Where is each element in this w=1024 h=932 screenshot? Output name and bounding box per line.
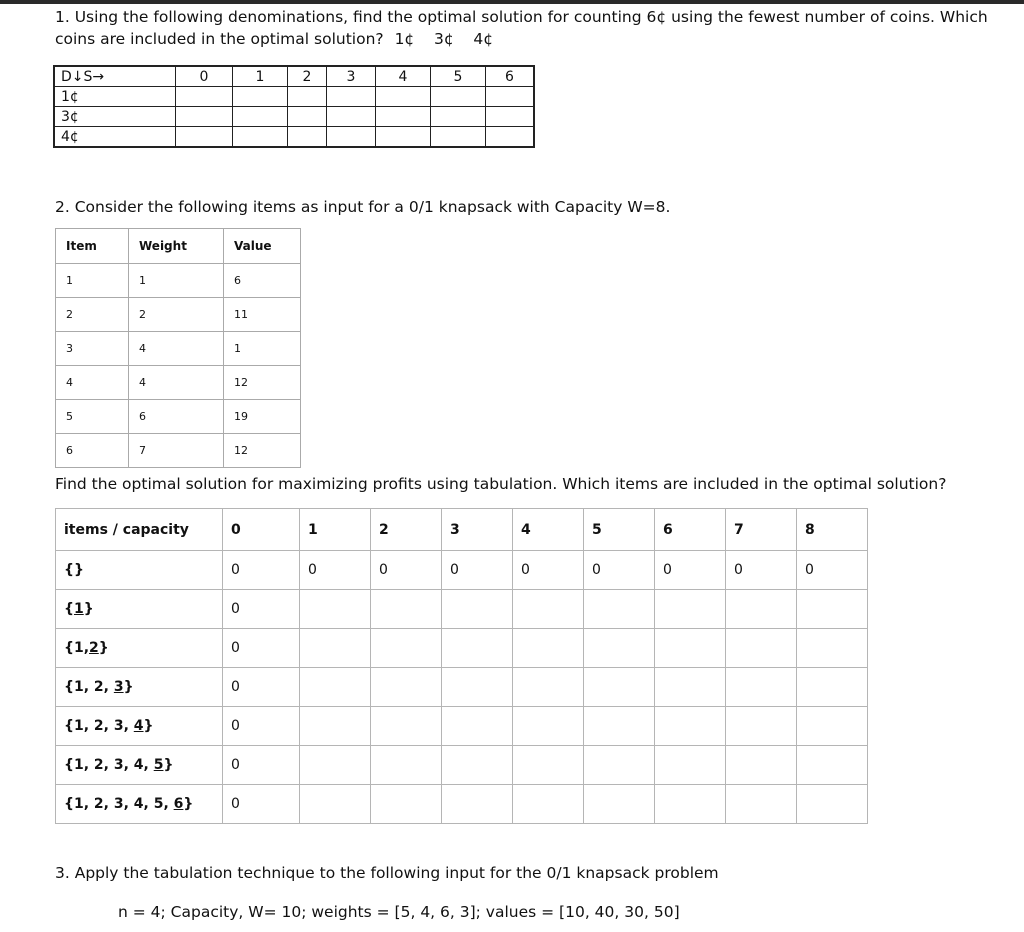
- row-label-suffix: }: [183, 796, 194, 812]
- coin-table-cell: [431, 87, 486, 107]
- knapsack-cell: [300, 707, 371, 746]
- knapsack-row: [56, 551, 868, 590]
- coin-table-cell: [233, 107, 288, 127]
- coin-table-cell: [327, 107, 376, 127]
- coin-table-cell: [431, 127, 486, 148]
- row-label-suffix: }: [98, 640, 109, 656]
- knapsack-row: [56, 785, 868, 824]
- knapsack-cell: [442, 668, 513, 707]
- knapsack-cell: 0: [223, 590, 300, 629]
- knapsack-cell: [513, 590, 584, 629]
- row-label-underlined-item: 2: [89, 640, 99, 656]
- coin-table-row: [54, 127, 534, 148]
- coin-table-cell: [233, 127, 288, 148]
- coin-table-row-label: 3¢: [54, 107, 176, 127]
- knapsack-row-label: [56, 590, 223, 629]
- coin-table-cell: [288, 87, 327, 107]
- coin-table-cell: [176, 107, 233, 127]
- knapsack-cell: [726, 668, 797, 707]
- knapsack-cell: [371, 590, 442, 629]
- knapsack-cell: 0: [223, 668, 300, 707]
- knapsack-cell: 0: [300, 551, 371, 590]
- question-3-text: 3. Apply the tabulation technique to the following input for the 0/1 knapsack problem: [55, 864, 719, 882]
- coin-table-header-cell: 4: [376, 66, 431, 87]
- knapsack-cell: [513, 707, 584, 746]
- coin-table-row: [54, 107, 534, 127]
- items-table-cell: 5: [56, 400, 129, 434]
- knapsack-cell: [371, 785, 442, 824]
- knapsack-cell: [513, 746, 584, 785]
- items-table: [55, 228, 301, 468]
- items-table-cell: 6: [129, 400, 224, 434]
- knapsack-header-cell: 1: [300, 509, 371, 551]
- knapsack-cell: [797, 629, 868, 668]
- knapsack-cell: [300, 629, 371, 668]
- items-table-cell: 4: [129, 332, 224, 366]
- coin-table-cell: [376, 127, 431, 148]
- coin-table-header-cell: 3: [327, 66, 376, 87]
- knapsack-cell: 0: [223, 629, 300, 668]
- knapsack-cell: [797, 668, 868, 707]
- knapsack-row: [56, 707, 868, 746]
- knapsack-cell: [371, 746, 442, 785]
- knapsack-cell: [371, 629, 442, 668]
- knapsack-cell: [584, 707, 655, 746]
- question-1-text: 1. Using the following denominations, find the optimal solution for counting 6¢ using the fewest number of coins. Which coins are included in the optimal solution?: [55, 8, 988, 48]
- top-border: [0, 0, 1024, 4]
- knapsack-row-label: [56, 746, 223, 785]
- row-label-prefix: {1, 2, 3,: [64, 718, 134, 734]
- coin-table-cell: [327, 87, 376, 107]
- items-table-row: [56, 400, 301, 434]
- knapsack-cell: 0: [223, 707, 300, 746]
- knapsack-cell: [584, 668, 655, 707]
- knapsack-cell: [300, 746, 371, 785]
- knapsack-cell: 0: [726, 551, 797, 590]
- coin-table-row: [54, 87, 534, 107]
- items-table-row: [56, 434, 301, 468]
- coin-table-cell: [288, 107, 327, 127]
- coin-table-cell: [431, 107, 486, 127]
- items-table-row: [56, 332, 301, 366]
- knapsack-cell: [584, 785, 655, 824]
- knapsack-cell: [371, 707, 442, 746]
- row-label-prefix: {1, 2, 3, 4, 5,: [64, 796, 174, 812]
- coin-table-header-cell: 0: [176, 66, 233, 87]
- knapsack-table: [55, 508, 868, 824]
- knapsack-cell: [797, 707, 868, 746]
- coin-table-header-cell: 2: [288, 66, 327, 87]
- knapsack-header-cell: 7: [726, 509, 797, 551]
- items-table-row: [56, 298, 301, 332]
- knapsack-header-row: [56, 509, 868, 551]
- question-1-coins: 1¢ 3¢ 4¢: [394, 30, 494, 48]
- coin-table-cell: [288, 127, 327, 148]
- knapsack-cell: [584, 590, 655, 629]
- knapsack-cell: 0: [223, 746, 300, 785]
- knapsack-header-cell: 4: [513, 509, 584, 551]
- row-label-prefix: {}: [64, 562, 84, 578]
- row-label-underlined-item: 6: [173, 796, 184, 812]
- knapsack-row-label: [56, 629, 223, 668]
- coin-table-row-label: 1¢: [54, 87, 176, 107]
- coin-table-corner: D↓S→: [54, 66, 176, 87]
- knapsack-cell: [371, 668, 442, 707]
- knapsack-cell: [797, 590, 868, 629]
- items-table-cell: 12: [224, 366, 301, 400]
- coin-table-header-cell: 1: [233, 66, 288, 87]
- knapsack-cell: [300, 590, 371, 629]
- knapsack-cell: 0: [513, 551, 584, 590]
- knapsack-cell: [442, 590, 513, 629]
- row-label-suffix: }: [143, 718, 154, 734]
- knapsack-row: [56, 668, 868, 707]
- items-table-cell: 1: [56, 264, 129, 298]
- row-label-prefix: {1,: [64, 640, 90, 656]
- knapsack-cell: 0: [371, 551, 442, 590]
- knapsack-header-cell: 2: [371, 509, 442, 551]
- knapsack-header-cell: 5: [584, 509, 655, 551]
- row-label-underlined-item: 3: [113, 679, 124, 695]
- knapsack-cell: [726, 590, 797, 629]
- knapsack-row-label: [56, 785, 223, 824]
- knapsack-header-cell: 6: [655, 509, 726, 551]
- items-table-cell: 1: [224, 332, 301, 366]
- items-table-cell: 2: [129, 298, 224, 332]
- items-table-cell: 3: [56, 332, 129, 366]
- knapsack-cell: 0: [223, 551, 300, 590]
- knapsack-cell: [513, 785, 584, 824]
- knapsack-row-label: [56, 551, 223, 590]
- knapsack-cell: 0: [442, 551, 513, 590]
- knapsack-cell: [655, 668, 726, 707]
- knapsack-header-cell: 8: [797, 509, 868, 551]
- row-label-prefix: {1, 2,: [64, 679, 114, 695]
- knapsack-row: [56, 746, 868, 785]
- knapsack-cell: [797, 746, 868, 785]
- items-table-cell: 6: [224, 264, 301, 298]
- coin-table-cell: [376, 87, 431, 107]
- coin-table-cell: [176, 87, 233, 107]
- items-table-cell: 2: [56, 298, 129, 332]
- items-table-header-row: [56, 229, 301, 264]
- knapsack-cell: [655, 785, 726, 824]
- coin-table-cell: [327, 127, 376, 148]
- items-table-cell: 19: [224, 400, 301, 434]
- question-2-find-text: Find the optimal solution for maximizing profits using tabulation. Which items are included in the optimal solution?: [55, 475, 947, 493]
- knapsack-cell: [726, 746, 797, 785]
- coin-table-cell: [486, 107, 535, 127]
- question-1: [55, 6, 1015, 50]
- knapsack-cell: [655, 590, 726, 629]
- knapsack-cell: [584, 746, 655, 785]
- knapsack-header-cell: 3: [442, 509, 513, 551]
- row-label-prefix: {1, 2, 3, 4,: [64, 757, 154, 773]
- knapsack-cell: [442, 629, 513, 668]
- coin-table-cell: [486, 127, 535, 148]
- knapsack-cell: 0: [584, 551, 655, 590]
- knapsack-header-cell: 0: [223, 509, 300, 551]
- items-table-row: [56, 264, 301, 298]
- knapsack-cell: [442, 746, 513, 785]
- coin-table-header-cell: 6: [486, 66, 535, 87]
- items-table-cell: 7: [129, 434, 224, 468]
- coin-table-cell: [176, 127, 233, 148]
- knapsack-row: [56, 590, 868, 629]
- items-table-cell: 4: [56, 366, 129, 400]
- items-table-cell: 11: [224, 298, 301, 332]
- knapsack-row: [56, 629, 868, 668]
- knapsack-cell: [726, 785, 797, 824]
- items-table-cell: 4: [129, 366, 224, 400]
- items-table-cell: 12: [224, 434, 301, 468]
- items-table-header-cell: Item: [56, 229, 129, 264]
- knapsack-cell: 0: [797, 551, 868, 590]
- coin-table-header-cell: 5: [431, 66, 486, 87]
- question-3-input: n = 4; Capacity, W= 10; weights = [5, 4, 6, 3]; values = [10, 40, 30, 50]: [118, 903, 680, 921]
- row-label-underlined-item: 4: [133, 718, 144, 734]
- knapsack-corner: items / capacity: [56, 509, 223, 551]
- knapsack-cell: [513, 668, 584, 707]
- knapsack-cell: 0: [223, 785, 300, 824]
- row-label-underlined-item: 5: [153, 757, 164, 773]
- knapsack-cell: [513, 629, 584, 668]
- coin-table-cell: [376, 107, 431, 127]
- knapsack-row-label: [56, 668, 223, 707]
- knapsack-cell: [300, 668, 371, 707]
- knapsack-cell: [726, 629, 797, 668]
- items-table-header-cell: Weight: [129, 229, 224, 264]
- items-table-cell: 1: [129, 264, 224, 298]
- coin-table-header-row: [54, 66, 534, 87]
- knapsack-cell: [584, 629, 655, 668]
- row-label-suffix: }: [83, 601, 94, 617]
- coin-table-cell: [233, 87, 288, 107]
- knapsack-cell: 0: [655, 551, 726, 590]
- coin-table-row-label: 4¢: [54, 127, 176, 148]
- row-label-suffix: }: [163, 757, 174, 773]
- knapsack-cell: [655, 707, 726, 746]
- knapsack-cell: [726, 707, 797, 746]
- items-table-row: [56, 366, 301, 400]
- coin-table: [53, 65, 535, 148]
- row-label-prefix: {: [64, 601, 74, 617]
- knapsack-row-label: [56, 707, 223, 746]
- row-label-underlined-item: 1: [73, 601, 84, 617]
- question-2-text: 2. Consider the following items as input for a 0/1 knapsack with Capacity W=8.: [55, 198, 671, 216]
- items-table-header-cell: Value: [224, 229, 301, 264]
- row-label-suffix: }: [123, 679, 134, 695]
- coin-table-cell: [486, 87, 535, 107]
- knapsack-cell: [655, 746, 726, 785]
- items-table-cell: 6: [56, 434, 129, 468]
- knapsack-cell: [442, 785, 513, 824]
- knapsack-cell: [655, 629, 726, 668]
- knapsack-cell: [442, 707, 513, 746]
- knapsack-cell: [300, 785, 371, 824]
- knapsack-cell: [797, 785, 868, 824]
